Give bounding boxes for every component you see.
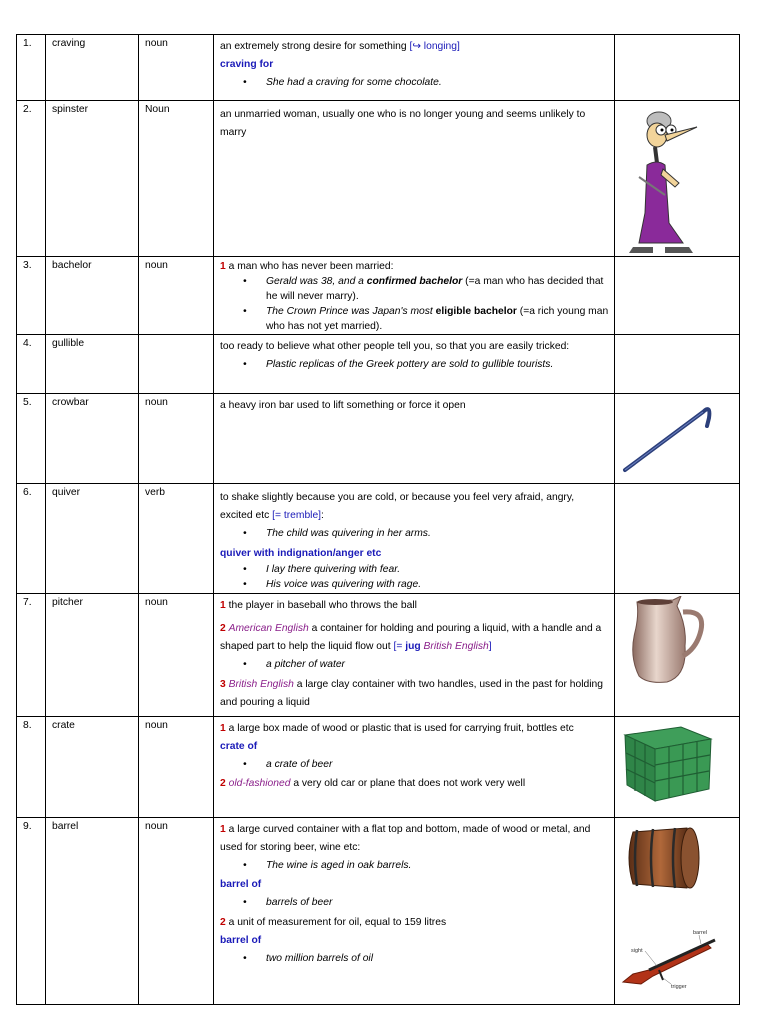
entry-pos: noun <box>139 394 214 484</box>
entry-pos: verb <box>139 484 214 594</box>
image-cell <box>615 484 740 594</box>
example-sentence: • His voice was quivering with rage. <box>220 578 609 593</box>
barrel-image <box>623 822 703 894</box>
entry-pos: noun <box>139 257 214 335</box>
definition-text: to shake slightly because you are cold, or because you feel very afraid, angry, excited etc <box>220 492 575 521</box>
entry-number: 5. <box>17 394 46 484</box>
entry-definition: 1 the player in baseball who throws the ball 2 American English a container for holding and pouring a liquid, with a handle and a shaped part to help the liquid flow out [= jug British English] • a pitcher of water 3 British English a large clay container with two handles, used in the past for holding and pouring a liquid <box>214 593 615 716</box>
sense-number: 1 <box>220 261 226 272</box>
entry-definition <box>214 335 615 394</box>
entry-definition <box>214 817 615 1004</box>
entry-definition <box>214 101 615 257</box>
definition-text: a large curved container with a flat top and bottom, made of wood or metal, and used for storing beer, wine etc: <box>220 823 591 853</box>
definition-text: a heavy iron bar used to lift something or force it open <box>220 400 466 411</box>
image-cell <box>615 35 740 101</box>
phrase-label: barrel of <box>220 934 262 946</box>
entry-word: crowbar <box>46 394 139 484</box>
example-sentence: • The wine is aged in oak barrels. <box>220 859 609 874</box>
example-sentence: • a pitcher of water <box>220 658 609 673</box>
phrase-label: barrel of <box>220 879 262 890</box>
entry-word: barrel <box>46 817 139 1004</box>
entry-pos: noun <box>139 716 214 817</box>
example-sentence: • I lay there quivering with fear. <box>220 563 609 578</box>
entry-definition <box>214 35 615 101</box>
sense-number: 1 <box>220 722 226 734</box>
image-cell <box>615 817 740 1004</box>
register-label: American English <box>228 622 309 634</box>
table-row <box>17 101 740 257</box>
rifle-label-trigger: trigger <box>671 983 687 990</box>
entry-word: spinster <box>46 101 139 257</box>
table-row <box>17 593 740 716</box>
example-sentence: • Plastic replicas of the Greek pottery are sold to gullible tourists. <box>220 358 609 373</box>
entry-pos: noun <box>139 35 214 101</box>
definition-text: a large box made of wood or plastic that is used for carrying fruit, bottles etc <box>228 722 574 734</box>
cross-reference: [= tremble] <box>272 510 322 521</box>
entry-number: 7. <box>17 593 46 716</box>
entry-pos <box>139 335 214 394</box>
crowbar-image <box>619 398 715 478</box>
example-sentence: • The Crown Prince was Japan's most eligible bachelor (=a rich young man who has not yet married). <box>220 305 609 334</box>
phrase-label: quiver with indignation/anger etc <box>220 547 382 559</box>
entry-pos: noun <box>139 817 214 1004</box>
rifle-label-barrel: barrel <box>693 929 708 936</box>
example-sentence: • a crate of beer <box>220 758 609 773</box>
register-label: British English <box>228 679 294 690</box>
image-cell <box>615 593 740 716</box>
entry-pos: noun <box>139 593 214 716</box>
example-sentence: • two million barrels of oil <box>220 952 609 967</box>
definition-text: a container for holding and pouring a liquid, with a handle and a shaped part to help the liquid flow out <box>220 622 602 652</box>
rifle-label-sight: sight <box>631 947 643 954</box>
sense-number: 2 <box>220 916 226 928</box>
table-row <box>17 394 740 484</box>
register-label: British English <box>423 640 489 652</box>
entry-word: craving <box>46 35 139 101</box>
entry-word: bachelor <box>46 257 139 335</box>
example-sentence: • barrels of beer <box>220 896 609 911</box>
definition-text: a man who has never been married: <box>228 261 394 272</box>
phrase-label: craving for <box>220 59 274 70</box>
example-sentence: • She had a craving for some chocolate. <box>220 76 609 91</box>
definition-text: too ready to believe what other people tell you, so that you are easily tricked: <box>220 341 570 352</box>
definition-text: the player in baseball who throws the ball <box>228 599 417 611</box>
entry-number: 1. <box>17 35 46 101</box>
table-row <box>17 335 740 394</box>
entry-definition <box>214 716 615 817</box>
rifle-image <box>619 926 723 992</box>
sense-number: 2 <box>220 622 226 634</box>
definition-text: an unmarried woman, usually one who is no longer young and seems unlikely to marry <box>220 109 586 138</box>
sense-number: 1 <box>220 599 226 611</box>
entry-number: 6. <box>17 484 46 594</box>
pitcher-image <box>627 596 707 686</box>
entry-word: crate <box>46 716 139 817</box>
register-label: old-fashioned <box>228 778 291 789</box>
example-sentence: • Gerald was 38, and a confirmed bachelor (=a man who has decided that he will never marry). <box>220 275 609 304</box>
sense-number: 3 <box>220 679 226 690</box>
spinster-cartoon-image <box>619 103 717 257</box>
table-row <box>17 484 740 594</box>
cross-reference: jug <box>405 640 421 652</box>
entry-pos: Noun <box>139 101 214 257</box>
entry-word: pitcher <box>46 593 139 716</box>
image-cell <box>615 101 740 257</box>
vocabulary-table <box>16 34 740 1005</box>
image-cell <box>615 394 740 484</box>
image-cell <box>615 335 740 394</box>
entry-definition <box>214 394 615 484</box>
example-sentence: • The child was quivering in her arms. <box>220 527 609 542</box>
phrase-label: crate of <box>220 740 258 752</box>
entry-number: 2. <box>17 101 46 257</box>
image-cell <box>615 716 740 817</box>
sense-number: 2 <box>220 778 226 789</box>
definition-text: a large clay container with two handles, used in the past for holding and pouring a liquid <box>220 679 603 708</box>
entry-definition: to shake slightly because you are cold, or because you feel very afraid, angry, excited etc [= tremble]: • The child was quivering in her arms. quiver with indignation/anger etc • I lay there quivering with fear. • His voice was quivering with rage. <box>214 484 615 594</box>
table-row <box>17 257 740 335</box>
entry-word: quiver <box>46 484 139 594</box>
cross-reference: [↪ longing] <box>409 41 460 52</box>
entry-definition <box>214 257 615 335</box>
table-row <box>17 817 740 1004</box>
crate-image <box>621 719 715 805</box>
entry-number: 3. <box>17 257 46 335</box>
entry-number: 4. <box>17 335 46 394</box>
entry-number: 9. <box>17 817 46 1004</box>
image-cell <box>615 257 740 335</box>
definition-text: a very old car or plane that does not work very well <box>293 778 526 789</box>
definition-text: an extremely strong desire for something <box>220 41 407 52</box>
table-row <box>17 35 740 101</box>
definition-text: a unit of measurement for oil, equal to 159 litres <box>228 916 447 928</box>
entry-word: gullible <box>46 335 139 394</box>
sense-number: 1 <box>220 823 226 835</box>
table-row <box>17 716 740 817</box>
entry-number: 8. <box>17 716 46 817</box>
